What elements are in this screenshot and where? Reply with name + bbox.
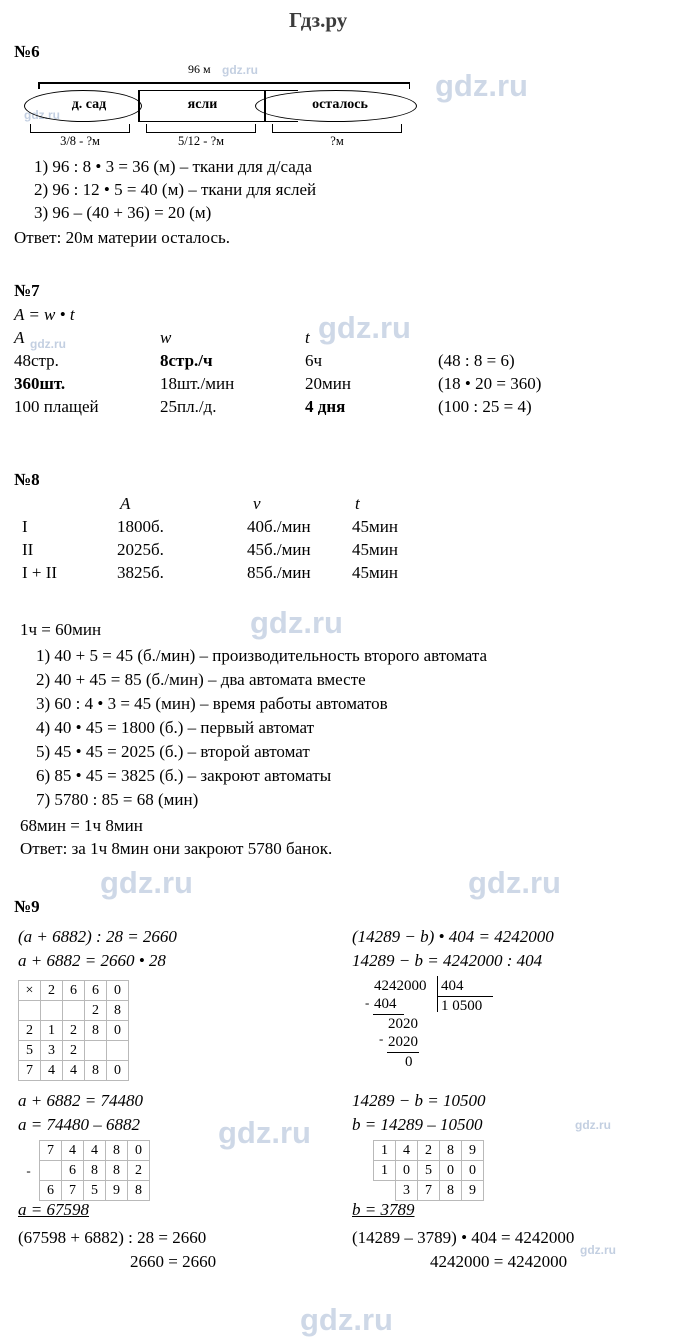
task7-header-w: w bbox=[160, 328, 172, 347]
table-row bbox=[18, 1141, 150, 1161]
longdiv-quotient: 1 0500 bbox=[441, 998, 483, 1014]
cell: 0 bbox=[107, 1021, 129, 1041]
cell bbox=[18, 1141, 40, 1161]
longdiv-minus-2: - bbox=[379, 1031, 384, 1046]
scheme-total-label: 96 м bbox=[188, 62, 211, 76]
task8-row3-t: 45мин bbox=[352, 563, 398, 582]
task8-row1-a: 1800б. bbox=[117, 517, 164, 536]
longdiv-step-1: 404 bbox=[374, 996, 397, 1012]
watermark: gdz.ru bbox=[222, 63, 258, 77]
cell bbox=[352, 1141, 374, 1161]
watermark: gdz.ru bbox=[218, 1115, 311, 1150]
table-row bbox=[352, 1141, 484, 1161]
scheme-fraction-2: 5/12 - ?м bbox=[177, 134, 225, 148]
cell: 4 bbox=[41, 1061, 63, 1081]
watermark: gdz.ru bbox=[435, 68, 528, 103]
task-number-9: №9 bbox=[14, 897, 40, 916]
watermark: gdz.ru bbox=[318, 310, 411, 345]
cell: 9 bbox=[462, 1181, 484, 1201]
cell: 2 bbox=[41, 981, 63, 1001]
task7-row1-a: 48стр. bbox=[14, 351, 59, 370]
table-row bbox=[352, 1161, 484, 1181]
task8-note: 1ч = 60мин bbox=[20, 620, 102, 639]
task7-formula: A = w • t bbox=[14, 305, 75, 324]
task9-right-eq4: b = 14289 – 10500 bbox=[352, 1115, 483, 1134]
task8-header-t: t bbox=[355, 494, 360, 513]
task7-header-t: t bbox=[305, 328, 310, 347]
task7-row2-t: 20мин bbox=[305, 374, 351, 393]
task8-step-7: 7) 5780 : 85 = 68 (мин) bbox=[36, 790, 199, 809]
scheme-cell-label-2: ясли bbox=[187, 97, 218, 112]
longdiv-underline-2 bbox=[387, 1052, 419, 1053]
cell: 8 bbox=[84, 1161, 106, 1181]
cell: 5 bbox=[418, 1161, 440, 1181]
scheme-fraction-1: 3/8 - ?м bbox=[60, 134, 100, 148]
task8-row1-label: I bbox=[22, 517, 28, 536]
scheme-underbrace-1 bbox=[30, 124, 130, 133]
cell: 2 bbox=[128, 1161, 150, 1181]
longdiv-minus-1: - bbox=[365, 995, 370, 1010]
task8-row2-label: II bbox=[22, 540, 34, 559]
cell: 2 bbox=[63, 1041, 85, 1061]
task9-left-eq1: (a + 6882) : 28 = 2660 bbox=[18, 927, 177, 946]
longdiv-step-3: 2020 bbox=[388, 1034, 418, 1050]
cell bbox=[18, 1181, 40, 1201]
task8-row2-t: 45мин bbox=[352, 540, 398, 559]
task8-step-6: 6) 85 • 45 = 3825 (б.) – закроют автоматы bbox=[36, 766, 332, 785]
site-logo: Гдз.ру bbox=[289, 8, 348, 32]
cell bbox=[19, 1001, 41, 1021]
cell: 6 bbox=[40, 1181, 62, 1201]
task7-header-a: A bbox=[14, 328, 25, 347]
task9-left-check-1: (67598 + 6882) : 28 = 2660 bbox=[18, 1228, 207, 1247]
task9-left-result: a = 67598 bbox=[18, 1200, 89, 1219]
cell: 0 bbox=[396, 1161, 418, 1181]
cell: 2 bbox=[19, 1021, 41, 1041]
cell: 8 bbox=[85, 1061, 107, 1081]
task7-row1-check: (48 : 8 = 6) bbox=[438, 351, 515, 370]
watermark: gdz.ru bbox=[580, 1243, 616, 1257]
cell: 4 bbox=[396, 1141, 418, 1161]
cell: 7 bbox=[19, 1061, 41, 1081]
task9-right-result: b = 3789 bbox=[352, 1200, 415, 1219]
task8-step-4: 4) 40 • 45 = 1800 (б.) – первый автомат bbox=[36, 718, 315, 737]
scheme-cell-label-3: осталось bbox=[312, 97, 368, 112]
cell bbox=[85, 1041, 107, 1061]
task-number-8: №8 bbox=[14, 470, 40, 489]
task8-row1-t: 45мин bbox=[352, 517, 398, 536]
task7-row1-w: 8стр./ч bbox=[160, 351, 213, 370]
watermark: gdz.ru bbox=[100, 865, 193, 900]
longdiv-step-2: 2020 bbox=[388, 1016, 418, 1032]
scheme-underbrace-3 bbox=[272, 124, 402, 133]
cell: 8 bbox=[440, 1141, 462, 1161]
scheme-fraction-3: ?м bbox=[330, 134, 344, 148]
table-row bbox=[19, 981, 129, 1001]
task8-row2-a: 2025б. bbox=[117, 540, 164, 559]
task7-row2-a: 360шт. bbox=[14, 374, 66, 393]
table-row bbox=[18, 1181, 150, 1201]
task7-row3-w: 25пл./д. bbox=[160, 397, 217, 416]
watermark: gdz.ru bbox=[468, 865, 561, 900]
cell: 7 bbox=[40, 1141, 62, 1161]
cell: 4 bbox=[63, 1061, 85, 1081]
scheme-underbrace-2 bbox=[146, 124, 256, 133]
task8-conversion: 68мин = 1ч 8мин bbox=[20, 816, 143, 835]
table-row bbox=[19, 1061, 129, 1081]
task9-left-eq4: a = 74480 – 6882 bbox=[18, 1115, 140, 1134]
scheme-total-brace bbox=[38, 82, 410, 84]
cell bbox=[374, 1181, 396, 1201]
task8-row2-v: 45б./мин bbox=[247, 540, 311, 559]
cell: 2 bbox=[418, 1141, 440, 1161]
task9-left-subtraction-grid bbox=[18, 1140, 150, 1201]
cell: 5 bbox=[84, 1181, 106, 1201]
cell: 3 bbox=[396, 1181, 418, 1201]
cell: 0 bbox=[440, 1161, 462, 1181]
task8-header-a: A bbox=[120, 494, 131, 513]
task6-answer: Ответ: 20м материи осталось. bbox=[14, 228, 231, 247]
cell: 8 bbox=[106, 1141, 128, 1161]
cell: 2 bbox=[63, 1021, 85, 1041]
cell: 1 bbox=[374, 1141, 396, 1161]
longdiv-hline bbox=[437, 996, 493, 997]
scheme-divider-2 bbox=[264, 90, 266, 122]
cell: 8 bbox=[107, 1001, 129, 1021]
cell: 8 bbox=[85, 1021, 107, 1041]
cell bbox=[41, 1001, 63, 1021]
task9-left-check-2: 2660 = 2660 bbox=[130, 1252, 217, 1271]
cell: - bbox=[26, 1162, 31, 1178]
task9-right-check-2: 4242000 = 4242000 bbox=[430, 1252, 568, 1271]
cell: 9 bbox=[106, 1181, 128, 1201]
cell bbox=[352, 1161, 374, 1181]
cell: 0 bbox=[107, 981, 129, 1001]
cell: 6 bbox=[85, 981, 107, 1001]
task7-row3-check: (100 : 25 = 4) bbox=[438, 397, 532, 416]
table-row bbox=[19, 1001, 129, 1021]
footer-watermark: gdz.ru bbox=[300, 1302, 393, 1337]
table-row bbox=[352, 1181, 484, 1201]
task9-right-eq3: 14289 − b = 10500 bbox=[352, 1091, 486, 1110]
table-row bbox=[19, 1021, 129, 1041]
longdiv-divisor: 404 bbox=[441, 978, 464, 994]
cell: 0 bbox=[107, 1061, 129, 1081]
watermark: gdz.ru bbox=[575, 1118, 611, 1132]
task8-step-3: 3) 60 : 4 • 3 = 45 (мин) – время работы автоматов bbox=[36, 694, 388, 713]
task8-row3-a: 3825б. bbox=[117, 563, 164, 582]
task8-answer: Ответ: за 1ч 8мин они закроют 5780 банок. bbox=[20, 839, 333, 858]
table-row bbox=[18, 1161, 150, 1181]
cell: 4 bbox=[62, 1141, 84, 1161]
task9-right-check-1: (14289 – 3789) • 404 = 4242000 bbox=[352, 1228, 575, 1247]
cell: 0 bbox=[128, 1141, 150, 1161]
task9-left-eq3: a + 6882 = 74480 bbox=[18, 1091, 143, 1110]
task7-row3-t: 4 дня bbox=[305, 397, 346, 416]
cell: 4 bbox=[84, 1141, 106, 1161]
task8-step-1: 1) 40 + 5 = 45 (б./мин) – производительность второго автомата bbox=[36, 646, 488, 665]
scheme-divider-1 bbox=[138, 90, 140, 122]
cell: 5 bbox=[19, 1041, 41, 1061]
task8-row3-v: 85б./мин bbox=[247, 563, 311, 582]
cell: 6 bbox=[63, 981, 85, 1001]
watermark: gdz.ru bbox=[250, 605, 343, 640]
cell: × bbox=[19, 981, 41, 1001]
task7-row2-w: 18шт./мин bbox=[160, 374, 235, 393]
cell: 2 bbox=[85, 1001, 107, 1021]
task-number-7: №7 bbox=[14, 281, 40, 300]
cell: 9 bbox=[462, 1141, 484, 1161]
task6-line-1: 1) 96 : 8 • 3 = 36 (м) – ткани для д/сада bbox=[34, 157, 312, 176]
watermark: gdz.ru bbox=[24, 108, 60, 122]
task9-right-subtraction-grid bbox=[352, 1140, 484, 1201]
cell: 1 bbox=[374, 1161, 396, 1181]
task8-row1-v: 40б./мин bbox=[247, 517, 311, 536]
cell: 7 bbox=[62, 1181, 84, 1201]
task8-header-v: v bbox=[253, 494, 261, 513]
task6-scheme bbox=[20, 60, 420, 148]
longdiv-vline bbox=[437, 976, 438, 1012]
cell: 7 bbox=[418, 1181, 440, 1201]
table-row bbox=[19, 1041, 129, 1061]
cell: 0 bbox=[462, 1161, 484, 1181]
cell: 3 bbox=[41, 1041, 63, 1061]
cell: 6 bbox=[62, 1161, 84, 1181]
task7-row2-check: (18 • 20 = 360) bbox=[438, 374, 542, 393]
task9-right-eq1: (14289 − b) • 404 = 4242000 bbox=[352, 927, 554, 946]
longdiv-remainder: 0 bbox=[405, 1054, 413, 1070]
task8-step-5: 5) 45 • 45 = 2025 (б.) – второй автомат bbox=[36, 742, 310, 761]
task7-row3-a: 100 плащей bbox=[14, 397, 99, 416]
task9-left-multiplication-grid bbox=[18, 980, 129, 1081]
scheme-cell-label-1: д. сад bbox=[71, 97, 107, 112]
cell: 8 bbox=[440, 1181, 462, 1201]
task6-line-2: 2) 96 : 12 • 5 = 40 (м) – ткани для яслей bbox=[34, 180, 317, 199]
task-number-6: №6 bbox=[14, 42, 40, 61]
task7-row1-t: 6ч bbox=[305, 351, 323, 370]
longdiv-underline-1 bbox=[373, 1014, 404, 1015]
task6-line-3: 3) 96 – (40 + 36) = 20 (м) bbox=[34, 203, 212, 222]
longdiv-dividend: 4242000 bbox=[374, 978, 427, 994]
cell bbox=[352, 1181, 374, 1201]
task8-row3-label: I + II bbox=[22, 563, 58, 582]
watermark: gdz.ru bbox=[30, 337, 66, 351]
cell bbox=[63, 1001, 85, 1021]
cell: 8 bbox=[128, 1181, 150, 1201]
cell bbox=[107, 1041, 129, 1061]
task8-step-2: 2) 40 + 45 = 85 (б./мин) – два автомата вместе bbox=[36, 670, 366, 689]
task9-right-eq2: 14289 − b = 4242000 : 404 bbox=[352, 951, 543, 970]
task9-left-eq2: a + 6882 = 2660 • 28 bbox=[18, 951, 166, 970]
cell: 1 bbox=[41, 1021, 63, 1041]
cell bbox=[40, 1161, 62, 1181]
cell: 8 bbox=[106, 1161, 128, 1181]
